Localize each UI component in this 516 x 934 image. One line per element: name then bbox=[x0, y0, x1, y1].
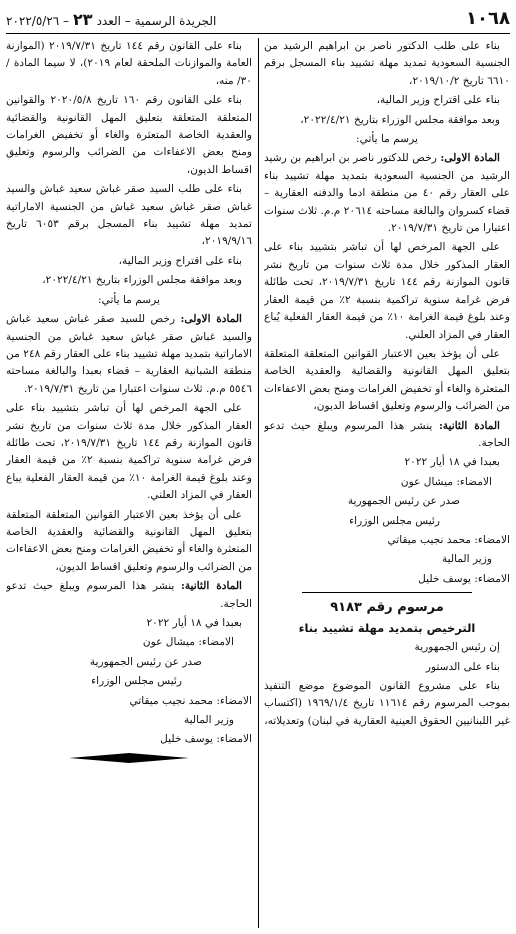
preamble-paragraph: بناء على طلب الدكتور ناصر بن ابراهيم الرشيد من الجنسية السعودية تمديد مهلة تشييد بناء المسجل برقم ٦٦١٠ تاريخ ٢٠١٩/١٠/٢، bbox=[264, 40, 510, 87]
article-1-paragraph: على أن يؤخذ بعين الاعتبار القوانين المتعلقة المتعلقة بتعليق المهل القانونية والقضائية والعقدية الخاصة المتعثرة والغاء أو تخفيض الغرامات ومنح بعض الاعفاءات من الضرائب والرسوم وتعليق اقساط الديون، bbox=[6, 508, 252, 573]
preamble-paragraph: بناء على اقتراح وزير المالية، bbox=[118, 254, 242, 267]
article-1-label: المادة الاولى: bbox=[180, 313, 242, 326]
page-body bbox=[6, 38, 510, 928]
pm-signature: الامضاء: محمد نجيب ميقاتي bbox=[129, 694, 252, 707]
journal-title: الجريدة الرسمية – العدد bbox=[96, 14, 217, 28]
next-decree-title: مرسوم رقم ٩١٨٣ bbox=[330, 600, 444, 616]
article-1-paragraph: على الجهة المرخص لها أن تباشر بتشييد بناء على العقار المذكور خلال مدة ثلاث سنوات من تاريخ نشر قانون الموازنة رقم ١٤٤ تاريخ ٢٠١٩/٧/٣١، تحت طائلة فرض غرامة سنوية تراكمية بنسبة ٢٪ من قيمة العقار وعند بلوغ قيمة الغرامة ١٠٪ من قيمة العقار الفعلية يباع العقار في المزاد العلني. bbox=[6, 402, 252, 502]
issued-by-president: صدر عن رئيس الجمهورية bbox=[347, 495, 460, 508]
finance-minister-signature: الامضاء: يوسف خليل bbox=[418, 572, 510, 585]
article-1-text: رخص للسيد صقر غباش سعيد غباش والسيد غباش صقر غباش سعيد غباش من الجنسية الاماراتية بتمديد مهلة تشييد بناء على العقار رقم ٢٤٨ من منطقة الشبانية العقارية – قضاء بعبدا والبالغة مساحته ٥٥٤٦ م.م. ثلاث سنوات اعتبارا من تاريخ ٢٠١٩/٧/٣١. bbox=[6, 313, 252, 395]
article-1-paragraph: على أن يؤخذ بعين الاعتبار القوانين المتعلقة المتعلقة بتعليق المهل القانونية والقضائية والعقدية الخاصة المتعثرة والغاء أو تخفيض الغرامات ومنح بعض الاعفاءات من الضرائب والرسوم وتعليق اقساط الديون، bbox=[264, 347, 510, 413]
section-rule bbox=[302, 592, 472, 593]
pm-title: رئيس مجلس الوزراء bbox=[91, 675, 182, 688]
article-2-text: ينشر هذا المرسوم ويبلغ حيث تدعو الحاجة. bbox=[6, 580, 252, 610]
pm-title: رئيس مجلس الوزراء bbox=[349, 514, 440, 527]
article-2-label: المادة الثانية: bbox=[180, 580, 242, 593]
page-header bbox=[6, 4, 510, 34]
page-number: ١٠٦٨ bbox=[466, 8, 510, 29]
article-2-text: ينشر هذا المرسوم ويبلغ حيث تدعو الحاجة. bbox=[264, 419, 510, 449]
next-decree-subtitle: الترخيص بتمديد مهلة تشييد بناء bbox=[298, 621, 476, 636]
issue-number: ٢٣ bbox=[73, 10, 93, 29]
article-2 bbox=[264, 418, 510, 453]
preamble-paragraph: بناء على اقتراح وزير المالية، bbox=[376, 94, 500, 107]
right-column bbox=[264, 38, 510, 928]
preamble-paragraph: وبعد موافقة مجلس الوزراء بتاريخ ٢٠٢٢/٤/٢١، bbox=[300, 113, 500, 126]
article-1 bbox=[6, 311, 252, 398]
finance-minister-signature: الامضاء: يوسف خليل bbox=[160, 733, 252, 746]
article-2 bbox=[6, 578, 252, 613]
date-line: بعبدا في ١٨ أيار ٢٠٢٢ bbox=[146, 617, 242, 629]
preamble-paragraph: بناء على القانون رقم ١٤٤ تاريخ ٢٠١٩/٧/٣١ (الموازنة العامة والموازنات الملحقة لعام ٢٠١٩)، لا سيما المادة /٣٠/ منه، bbox=[6, 40, 252, 87]
decrees-intro: يرسم ما يأتي: bbox=[98, 293, 160, 306]
article-1-label: المادة الاولى: bbox=[440, 152, 500, 165]
finance-minister-title: وزير المالية bbox=[441, 553, 492, 566]
article-2-label: المادة الثانية: bbox=[438, 419, 500, 432]
pm-signature: الامضاء: محمد نجيب ميقاتي bbox=[387, 533, 510, 546]
preamble-paragraph: إن رئيس الجمهورية bbox=[414, 641, 500, 654]
journal-issue-line bbox=[6, 10, 216, 29]
president-signature: الامضاء: ميشال عون bbox=[142, 636, 234, 649]
issued-by-president: صدر عن رئيس الجمهورية bbox=[89, 655, 202, 668]
end-ornament bbox=[6, 753, 252, 763]
preamble-paragraph: بناء على القانون رقم ١٦٠ تاريخ ٢٠٢٠/٥/٨ والقوانين المتعلقة المتعلقة بتعليق المهل القانونية والقضائية والعقدية الخاصة المتعثرة والغاء أو تخفيض الغرامات ومنح بعض الاعفاءات من الضرائب والرسوم وتعليق اقساط الديون، bbox=[6, 94, 252, 176]
article-1-paragraph: على الجهة المرخص لها أن تباشر بتشييد بناء على العقار المذكور خلال مدة ثلاث سنوات من تاريخ نشر قانون الموازنة رقم ١٤٤ تاريخ ٢٠١٩/٧/٣١، تحت طائلة فرض غرامة سنوية تراكمية بنسبة ٢٪ من قيمة العقار وعند بلوغ قيمة الغرامة ١٠٪ من قيمة العقار الفعلية يُباع العقار في المزاد العلني. bbox=[264, 241, 510, 341]
preamble-paragraph: بناء على طلب السيد صقر غباش سعيد غباش والسيد غباش صقر غباش سعيد غباش من الجنسية الاماراتية تمديد مهلة تشييد بناء المسجل برقم ٦٠٥٣ تاريخ ٢٠١٩/٩/١٦، bbox=[6, 183, 252, 248]
finance-minister-title: وزير المالية bbox=[183, 714, 234, 727]
decrees-intro: يرسم ما يأتي: bbox=[356, 133, 418, 146]
article-1-text: رخص للدكتور ناصر بن ابراهيم بن رشيد الرشيد من الجنسية السعودية بتمديد مهلة تشييد بناء على العقار رقم ٤٠ من منطقة ادما والدفنه العقارية – قضاء كسروان والبالغة مساحته ٢٠٦١٤ م.م. ثلاث سنوات اعتبارا من تاريخ ٢٠١٩/٧/٣١. bbox=[264, 152, 510, 235]
president-signature: الامضاء: ميشال عون bbox=[400, 475, 492, 488]
preamble-paragraph: وبعد موافقة مجلس الوزراء بتاريخ ٢٠٢٢/٤/٢١، bbox=[42, 274, 242, 287]
preamble-paragraph: بناء على الدستور bbox=[425, 660, 500, 673]
preamble-paragraph: بناء على مشروع القانون الموضوع موضع التنفيذ بموجب المرسوم رقم ١١٦١٤ تاريخ ١٩٦٩/١/٤ (اكتساب غير اللبنانيين الحقوق العينية العقارية في لبنان) وتعديلاته، bbox=[264, 680, 510, 727]
end-ornament-icon bbox=[69, 753, 189, 763]
column-divider bbox=[258, 38, 259, 928]
left-column bbox=[6, 38, 252, 928]
article-1 bbox=[264, 150, 510, 237]
date-line: بعبدا في ١٨ أيار ٢٠٢٢ bbox=[404, 456, 500, 469]
issue-date: – ٢٠٢٢/٥/٢٦ bbox=[6, 14, 70, 28]
